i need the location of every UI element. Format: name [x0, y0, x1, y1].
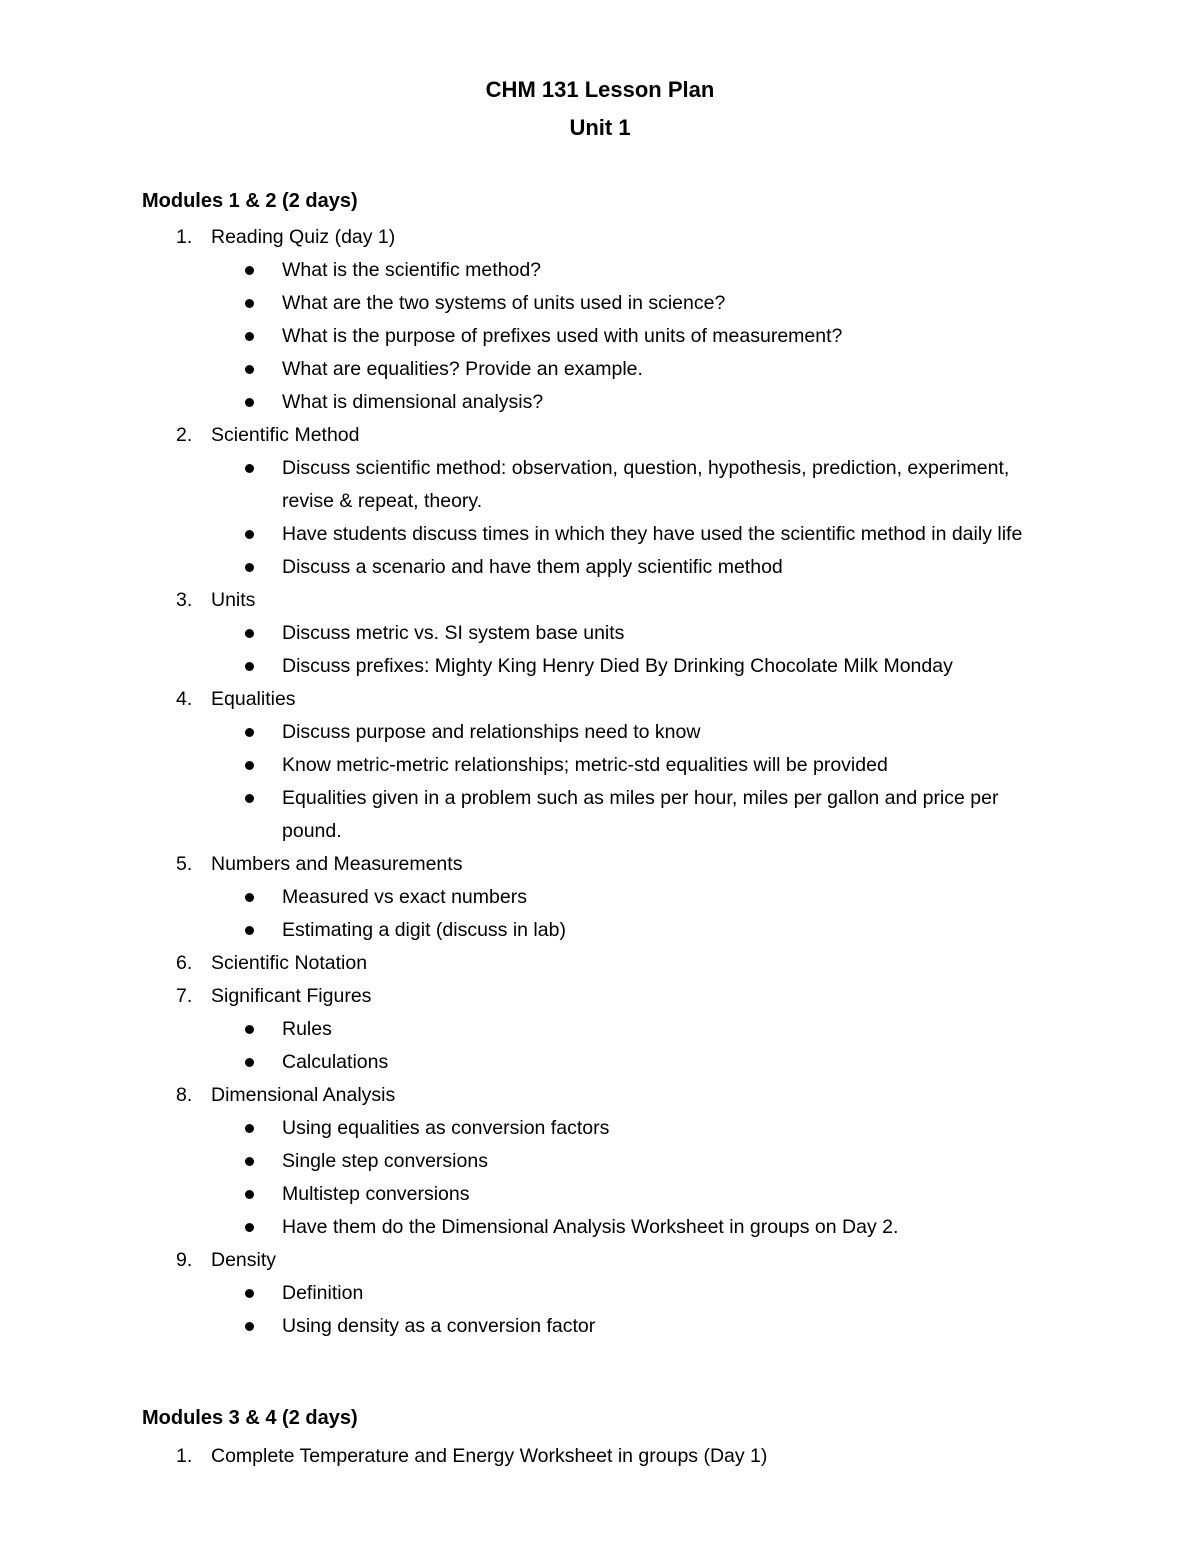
bullet-text: Using equalities as conversion factors [282, 1117, 610, 1139]
bullet-item [0, 1178, 1200, 1211]
bullet-item [0, 1310, 1200, 1343]
section-1-list [0, 221, 1200, 1343]
item-number: 3. [176, 589, 193, 611]
bullet-text: What are the two systems of units used in science? [282, 292, 726, 314]
bullet-item [0, 287, 1200, 320]
bullet-text: Have them do the Dimensional Analysis Worksheet in groups on Day 2. [282, 1216, 899, 1238]
bullet-list [0, 1277, 1200, 1343]
bullet-item [0, 1277, 1200, 1310]
item-label: Dimensional Analysis [211, 1084, 396, 1106]
list-item [0, 1244, 1200, 1343]
bullet-item [0, 518, 1200, 551]
bullet-icon [245, 365, 254, 374]
bullet-list [0, 617, 1200, 683]
bullet-icon [245, 1322, 254, 1331]
bullet-icon [245, 332, 254, 341]
list-item [0, 419, 1200, 584]
bullet-list [0, 881, 1200, 947]
item-number: 2. [176, 424, 193, 446]
bullet-icon [245, 1058, 254, 1067]
item-label: Reading Quiz (day 1) [211, 226, 396, 248]
document-subtitle: Unit 1 [569, 115, 631, 140]
item-label: Density [211, 1249, 277, 1271]
bullet-icon [245, 794, 254, 803]
bullet-text: What is the purpose of prefixes used with units of measurement? [282, 325, 843, 347]
bullet-item [0, 782, 1200, 848]
bullet-icon [245, 398, 254, 407]
bullet-text: Calculations [282, 1051, 389, 1073]
bullet-item [0, 1046, 1200, 1079]
bullet-text: Using density as a conversion factor [282, 1315, 596, 1337]
bullet-item [0, 617, 1200, 650]
bullet-icon [245, 1124, 254, 1133]
list-item [0, 980, 1200, 1079]
bullet-text: Equalities given in a problem such as miles per hour, miles per gallon and price per pound. [282, 787, 999, 842]
bullet-item [0, 1112, 1200, 1145]
bullet-icon [245, 530, 254, 539]
item-label: Numbers and Measurements [211, 853, 463, 875]
bullet-item [0, 914, 1200, 947]
bullet-text: Discuss a scenario and have them apply scientific method [282, 556, 783, 578]
bullet-item [0, 1211, 1200, 1244]
item-number: 1. [176, 1445, 193, 1467]
list-item [0, 683, 1200, 848]
bullet-list [0, 254, 1200, 419]
bullet-icon [245, 464, 254, 473]
bullet-item [0, 749, 1200, 782]
bullet-item [0, 716, 1200, 749]
bullet-item [0, 551, 1200, 584]
bullet-item [0, 320, 1200, 353]
bullet-icon [245, 629, 254, 638]
list-item [0, 584, 1200, 683]
bullet-icon [245, 1190, 254, 1199]
bullet-icon [245, 926, 254, 935]
list-item [0, 848, 1200, 947]
bullet-item [0, 1013, 1200, 1046]
item-number: 9. [176, 1249, 193, 1271]
bullet-text: Single step conversions [282, 1150, 488, 1172]
bullet-icon [245, 761, 254, 770]
item-number: 1. [176, 226, 193, 248]
bullet-item [0, 254, 1200, 287]
list-item [0, 221, 1200, 419]
bullet-text: Know metric-metric relationships; metric-std equalities will be provided [282, 754, 888, 776]
item-number: 4. [176, 688, 193, 710]
bullet-text: Have students discuss times in which they have used the scientific method in daily life [282, 523, 1023, 545]
bullet-text: Discuss metric vs. SI system base units [282, 622, 625, 644]
bullet-list [0, 1013, 1200, 1079]
bullet-list [0, 452, 1200, 584]
list-item [0, 1440, 1200, 1473]
item-label: Scientific Method [211, 424, 360, 446]
section-heading: Modules 1 & 2 (2 days) [142, 190, 358, 212]
section-heading: Modules 3 & 4 (2 days) [142, 1407, 358, 1429]
bullet-icon [245, 893, 254, 902]
item-number: 7. [176, 985, 193, 1007]
bullet-icon [245, 1223, 254, 1232]
bullet-icon [245, 728, 254, 737]
bullet-text: Rules [282, 1018, 332, 1040]
item-number: 8. [176, 1084, 193, 1106]
bullet-icon [245, 299, 254, 308]
bullet-text: Estimating a digit (discuss in lab) [282, 919, 566, 941]
bullet-item [0, 452, 1200, 518]
bullet-icon [245, 1025, 254, 1034]
bullet-icon [245, 1157, 254, 1166]
bullet-item [0, 353, 1200, 386]
bullet-text: Discuss scientific method: observation, question, hypothesis, prediction, experiment, revise & repeat, theory. [282, 457, 1010, 512]
bullet-text: Measured vs exact numbers [282, 886, 527, 908]
item-label: Significant Figures [211, 985, 372, 1007]
bullet-text: Multistep conversions [282, 1183, 470, 1205]
bullet-text: What is dimensional analysis? [282, 391, 544, 413]
item-label: Units [211, 589, 256, 611]
bullet-item [0, 881, 1200, 914]
bullet-list [0, 716, 1200, 848]
bullet-text: Discuss prefixes: Mighty King Henry Died By Drinking Chocolate Milk Monday [282, 655, 953, 677]
section-2-list [0, 1440, 1200, 1473]
bullet-text: Discuss purpose and relationships need to know [282, 721, 701, 743]
bullet-list [0, 1112, 1200, 1244]
bullet-item [0, 650, 1200, 683]
item-number: 6. [176, 952, 193, 974]
item-label: Complete Temperature and Energy Worksheet in groups (Day 1) [211, 1445, 768, 1467]
bullet-text: What is the scientific method? [282, 259, 542, 281]
bullet-text: Definition [282, 1282, 364, 1304]
item-label: Scientific Notation [211, 952, 368, 974]
list-item [0, 947, 1200, 980]
list-item [0, 1079, 1200, 1244]
bullet-icon [245, 1289, 254, 1298]
bullet-item [0, 1145, 1200, 1178]
bullet-icon [245, 266, 254, 275]
document-title: CHM 131 Lesson Plan [485, 77, 715, 102]
bullet-icon [245, 563, 254, 572]
item-label: Equalities [211, 688, 296, 710]
bullet-item [0, 386, 1200, 419]
bullet-icon [245, 662, 254, 671]
bullet-text: What are equalities? Provide an example. [282, 358, 643, 380]
item-number: 5. [176, 853, 193, 875]
